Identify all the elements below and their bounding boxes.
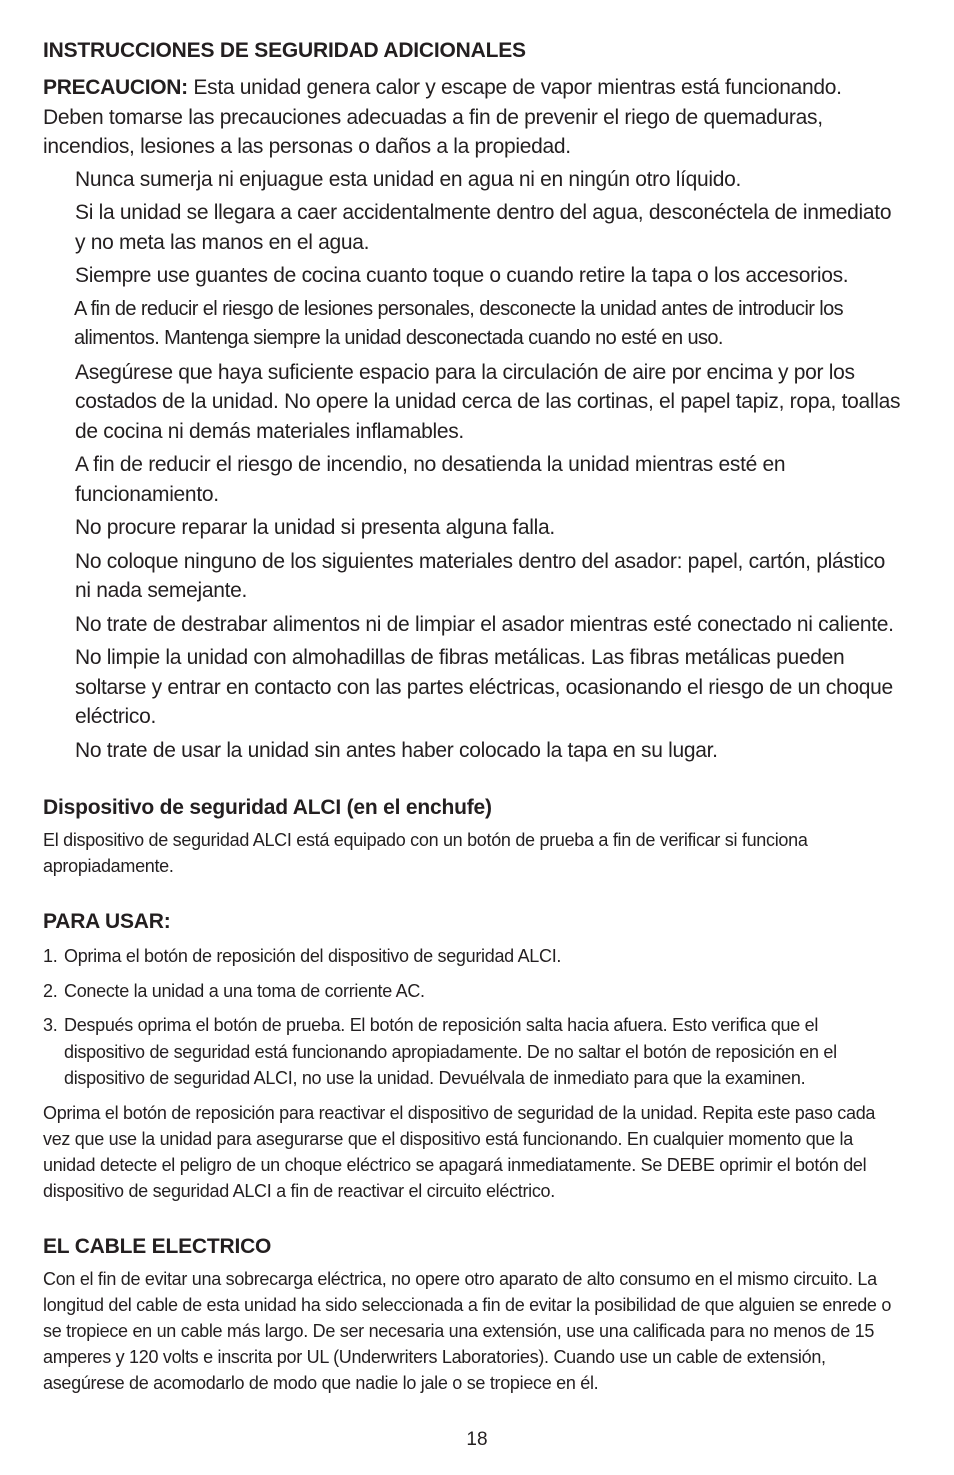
alci-section xyxy=(43,795,903,879)
cable-section xyxy=(43,1234,903,1396)
page-number: 18 xyxy=(466,1429,488,1450)
step-number: 2. xyxy=(43,980,58,1001)
safety-item: A fin de reducir el riesgo de lesiones personales, desconecte la unidad antes de introducir los alimentos. Mantenga siempre la unidad desconectada cuando no esté en uso. xyxy=(74,297,844,349)
caution-paragraph xyxy=(43,73,903,162)
safety-item: Nunca sumerja ni enjuague esta unidad en agua ni en ningún otro líquido. xyxy=(75,167,742,191)
caution-text: Esta unidad genera calor y escape de vapor mientras está funcionando. Deben tomarse las precauciones adecuadas a fin de prevenir el riego de quemaduras, incendios, lesiones a las personas o daños a la propiedad. xyxy=(43,76,842,158)
step-text: Después oprima el botón de prueba. El botón de reposición salta hacia afuera. Esto verifica que el dispositivo de seguridad está funcionando apropiadamente. De no saltar el botón de reposición en el dispositivo de seguridad ALCI, no use la unidad. Devuélvala de inmediato para que la examinen. xyxy=(64,1015,837,1088)
safety-item: No trate de destrabar alimentos ni de limpiar el asador mientras esté conectado ni caliente. xyxy=(75,612,894,636)
alci-text: El dispositivo de seguridad ALCI está equipado con un botón de prueba a fin de verificar si funciona apropiadamente. xyxy=(43,830,808,876)
safety-item: No coloque ninguno de los siguientes materiales dentro del asador: papel, cartón, plástico ni nada semejante. xyxy=(75,549,886,602)
usage-heading: PARA USAR: xyxy=(43,910,171,933)
safety-item: Asegúrese que haya suficiente espacio para la circulación de aire por encima y por los costados de la unidad. No opere la unidad cerca de las cortinas, el papel tapiz, ropa, toallas de cocina ni demás materiales inflamables. xyxy=(75,360,901,443)
safety-item: No procure reparar la unidad si presenta alguna falla. xyxy=(75,516,555,539)
usage-steps xyxy=(43,943,903,1092)
safety-item: No limpie la unidad con almohadillas de fibras metálicas. Las fibras metálicas pueden soltarse y entrar en contacto con las partes eléctricas, ocasionando el riesgo de un choque eléctrico. xyxy=(75,646,893,728)
step-text: Conecte la unidad a una toma de corriente AC. xyxy=(64,980,425,1001)
safety-item: Si la unidad se llegara a caer accidentalmente dentro del agua, desconéctela de inmediato y no meta las manos en el agua. xyxy=(75,201,892,254)
safety-item: A fin de reducir el riesgo de incendio, no desatienda la unidad mientras esté en funcionamiento. xyxy=(75,453,786,506)
safety-heading: INSTRUCCIONES DE SEGURIDAD ADICIONALES xyxy=(43,39,526,62)
usage-note: Oprima el botón de reposición para reactivar el dispositivo de seguridad de la unidad. Repita este paso cada vez que use la unidad para asegurarse que el dispositivo está funcionando. En cualquier momento que la unidad detecte el peligro de un choque eléctrico se apagará inmediatamente. Se DEBE oprimir el botón del dispositivo de seguridad ALCI a fin de reactivar el circuito eléctrico. xyxy=(43,1102,876,1201)
step-number: 1. xyxy=(43,946,58,966)
cable-text: Con el fin de evitar una sobrecarga eléctrica, no opere otro aparato de alto consumo en el mismo circuito. La longitud del cable de esta unidad ha sido seleccionada a fin de evitar la posibilidad de que alguien se enrede o se tropiece en un cable más largo. De ser necesaria una extensión, use una calificada para no menos de 15 amperes y 120 volts e inscrita por UL (Underwriters Laboratories). Cuando use un cable de extensión, asegúrese de acomodarlo de modo que nadie lo jale o se tropiece en él. xyxy=(43,1268,892,1393)
usage-step xyxy=(43,943,903,970)
step-text: Oprima el botón de reposición del dispositivo de seguridad ALCI. xyxy=(64,946,562,966)
document-page xyxy=(43,38,903,1396)
caution-label: PRECAUCION: xyxy=(43,76,188,99)
step-number: 3. xyxy=(43,1015,58,1035)
safety-list xyxy=(43,165,903,766)
safety-item: No trate de usar la unidad sin antes haber colocado la tapa en su lugar. xyxy=(75,738,718,762)
usage-step xyxy=(43,1012,903,1092)
usage-section xyxy=(43,909,903,1204)
usage-step xyxy=(43,978,903,1005)
cable-heading: EL CABLE ELECTRICO xyxy=(43,1234,272,1258)
alci-heading: Dispositivo de seguridad ALCI (en el enchufe) xyxy=(43,796,492,819)
safety-item: Siempre use guantes de cocina cuanto toque o cuando retire la tapa o los accesorios. xyxy=(75,264,849,287)
